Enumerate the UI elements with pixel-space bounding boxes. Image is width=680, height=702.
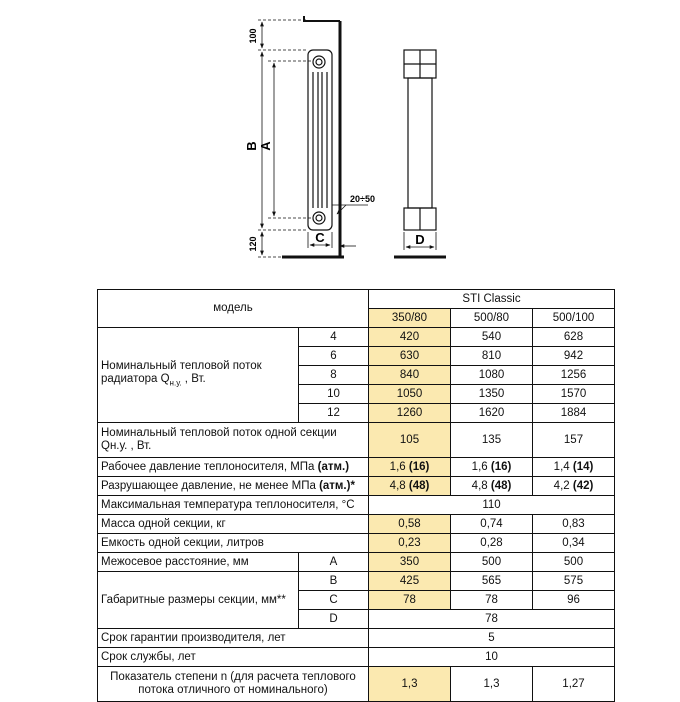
table-cell: 4,2 (42) bbox=[533, 477, 615, 496]
table-cell: 420 bbox=[369, 328, 451, 347]
dim-a-label: A bbox=[258, 141, 273, 151]
table-cell: 942 bbox=[533, 347, 615, 366]
table-cell: 1,6 (16) bbox=[451, 458, 533, 477]
model-header: модель bbox=[98, 290, 369, 328]
table-cell: 0,34 bbox=[533, 534, 615, 553]
table-cell: 565 bbox=[451, 572, 533, 591]
dim-c-label: C bbox=[315, 230, 325, 245]
table-cell: 350 bbox=[369, 553, 451, 572]
mass-label: Масса одной секции, кг bbox=[98, 515, 369, 534]
radiator-side-view bbox=[394, 50, 446, 257]
warranty-label: Срок гарантии производителя, лет bbox=[98, 629, 369, 648]
table-cell: 4,8 (48) bbox=[451, 477, 533, 496]
model-500-80: 500/80 bbox=[451, 309, 533, 328]
dimension-letter: B bbox=[299, 572, 369, 591]
table-row bbox=[98, 553, 615, 572]
capacity-label: Емкость одной секции, литров bbox=[98, 534, 369, 553]
model-350-80: 350/80 bbox=[369, 309, 451, 328]
spec-table bbox=[97, 289, 615, 702]
table-cell: 0,58 bbox=[369, 515, 451, 534]
model-500-100: 500/100 bbox=[533, 309, 615, 328]
dimensions-label: Габаритные размеры секции, мм** bbox=[98, 572, 299, 629]
table-cell: 810 bbox=[451, 347, 533, 366]
table-cell: 157 bbox=[533, 423, 615, 458]
sections-count: 8 bbox=[299, 366, 369, 385]
dimension-letter: D bbox=[299, 610, 369, 629]
table-cell: 78 bbox=[369, 610, 615, 629]
table-cell: 0,74 bbox=[451, 515, 533, 534]
table-cell: 1256 bbox=[533, 366, 615, 385]
table-cell: 575 bbox=[533, 572, 615, 591]
series-header: STI Classic bbox=[369, 290, 615, 309]
table-cell: 1050 bbox=[369, 385, 451, 404]
sections-count: 6 bbox=[299, 347, 369, 366]
dimension-letter: C bbox=[299, 591, 369, 610]
table-cell: 4,8 (48) bbox=[369, 477, 451, 496]
table-cell: 1620 bbox=[451, 404, 533, 423]
table-row bbox=[98, 629, 615, 648]
burst-pressure-label: Разрушающее давление, не менее МПа (атм.)* bbox=[98, 477, 369, 496]
table-cell: 1,27 bbox=[533, 667, 615, 702]
dim-d-label: D bbox=[415, 232, 425, 247]
table-row bbox=[98, 458, 615, 477]
table-row bbox=[98, 423, 615, 458]
header-row bbox=[98, 290, 615, 309]
table-row bbox=[98, 477, 615, 496]
table-cell: 5 bbox=[369, 629, 615, 648]
table-cell: 135 bbox=[451, 423, 533, 458]
section-flow-label: Номинальный тепловой поток одной секции Qн.у. , Вт. bbox=[98, 423, 369, 458]
table-row bbox=[98, 496, 615, 515]
dim-120-label: 120 bbox=[248, 236, 258, 252]
table-cell: 0,23 bbox=[369, 534, 451, 553]
radiator-front-view bbox=[308, 50, 332, 230]
table-cell: 1350 bbox=[451, 385, 533, 404]
table-cell: 96 bbox=[533, 591, 615, 610]
axis-distance-label: Межосевое расстояние, мм bbox=[98, 553, 299, 572]
table-row bbox=[98, 328, 615, 347]
table-cell: 425 bbox=[369, 572, 451, 591]
table-row bbox=[98, 534, 615, 553]
sections-count: 12 bbox=[299, 404, 369, 423]
table-cell: 1260 bbox=[369, 404, 451, 423]
table-cell: 10 bbox=[369, 648, 615, 667]
service-life-label: Срок службы, лет bbox=[98, 648, 369, 667]
table-cell: 628 bbox=[533, 328, 615, 347]
dim-100-label: 100 bbox=[248, 28, 258, 44]
table-row bbox=[98, 572, 615, 591]
heat-flow-label: Номинальный тепловой поток радиатора $Q_{н.у.}$ , Вт. bbox=[98, 328, 299, 423]
table-cell: 540 bbox=[451, 328, 533, 347]
dimension-letter: A bbox=[299, 553, 369, 572]
radiator-drawing bbox=[0, 0, 680, 285]
table-cell: 1,6 (16) bbox=[369, 458, 451, 477]
table-cell: 1,3 bbox=[369, 667, 451, 702]
max-temp-label: Максимальная температура теплоносителя, °С bbox=[98, 496, 369, 515]
table-cell: 78 bbox=[369, 591, 451, 610]
table-cell: 1570 bbox=[533, 385, 615, 404]
work-pressure-label: Рабочее давление теплоносителя, МПа (атм.) bbox=[98, 458, 369, 477]
dim-b-label: B bbox=[244, 141, 259, 151]
table-cell: 78 bbox=[451, 591, 533, 610]
table-cell: 0,83 bbox=[533, 515, 615, 534]
table-cell: 0,28 bbox=[451, 534, 533, 553]
dim-gap-label: 20÷50 bbox=[350, 194, 375, 204]
table-cell: 1,4 (14) bbox=[533, 458, 615, 477]
table-cell: 1080 bbox=[451, 366, 533, 385]
table-cell: 500 bbox=[451, 553, 533, 572]
table-row bbox=[98, 648, 615, 667]
table-cell: 500 bbox=[533, 553, 615, 572]
table-cell: 630 bbox=[369, 347, 451, 366]
table-cell: 840 bbox=[369, 366, 451, 385]
table-cell: 1,3 bbox=[451, 667, 533, 702]
table-row bbox=[98, 667, 615, 702]
sections-count: 4 bbox=[299, 328, 369, 347]
table-cell: 1884 bbox=[533, 404, 615, 423]
sections-count: 10 bbox=[299, 385, 369, 404]
table-row bbox=[98, 515, 615, 534]
table-cell: 110 bbox=[369, 496, 615, 515]
table-cell: 105 bbox=[369, 423, 451, 458]
exponent-label: Показатель степени n (для расчета теплового потока отличного от номинального) bbox=[98, 667, 369, 702]
